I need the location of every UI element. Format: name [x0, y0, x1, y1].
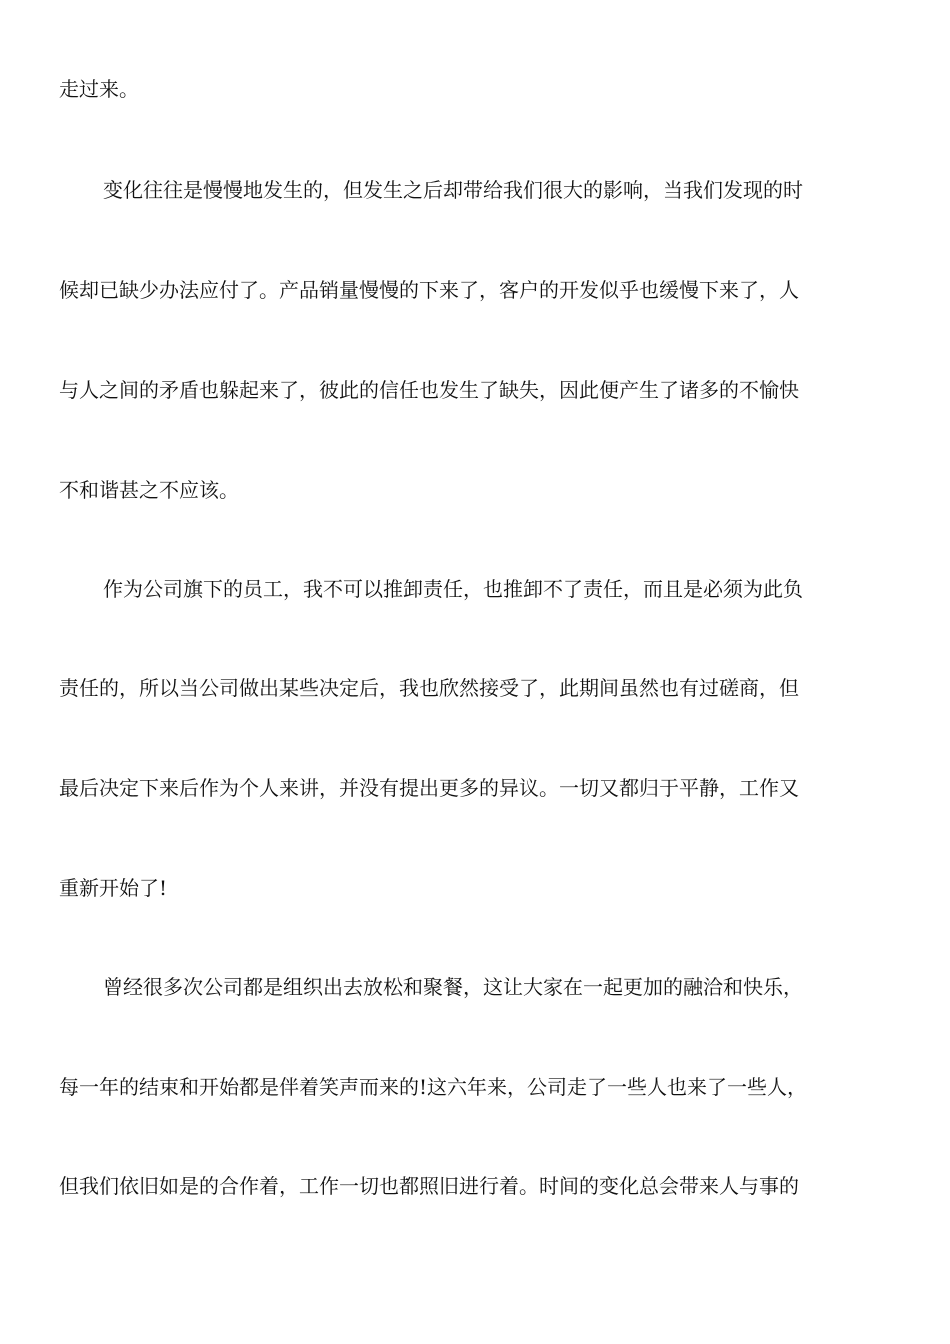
text-line-9: 重新开始了! [59, 876, 168, 900]
text-line-12: 但我们依旧如是的合作着，工作一切也都照旧进行着。时间的变化总会带来人与事的 [59, 1174, 799, 1198]
text-line-8: 最后决定下来后作为个人来讲，并没有提出更多的异议。一切又都归于平静，工作又 [59, 776, 799, 800]
text-line-4: 与人之间的矛盾也躲起来了，彼此的信任也发生了缺失，因此便产生了诸多的不愉快 [59, 378, 799, 402]
text-line-10: 曾经很多次公司都是组织出去放松和聚餐，这让大家在一起更加的融洽和快乐， [103, 975, 803, 999]
text-line-11: 每一年的结束和开始都是伴着笑声而来的!这六年来，公司走了一些人也来了一些人， [59, 1075, 808, 1099]
text-line-7: 责任的，所以当公司做出某些决定后，我也欣然接受了，此期间虽然也有过磋商，但 [59, 676, 799, 700]
text-line-6: 作为公司旗下的员工，我不可以推卸责任，也推卸不了责任，而且是必须为此负 [103, 577, 803, 601]
text-line-2: 变化往往是慢慢地发生的，但发生之后却带给我们很大的影响，当我们发现的时 [103, 178, 803, 202]
text-line-1: 走过来。 [59, 77, 139, 101]
text-line-3: 候却已缺少办法应付了。产品销量慢慢的下来了，客户的开发似乎也缓慢下来了，人 [59, 278, 799, 302]
text-line-5: 不和谐甚之不应该。 [59, 478, 239, 502]
